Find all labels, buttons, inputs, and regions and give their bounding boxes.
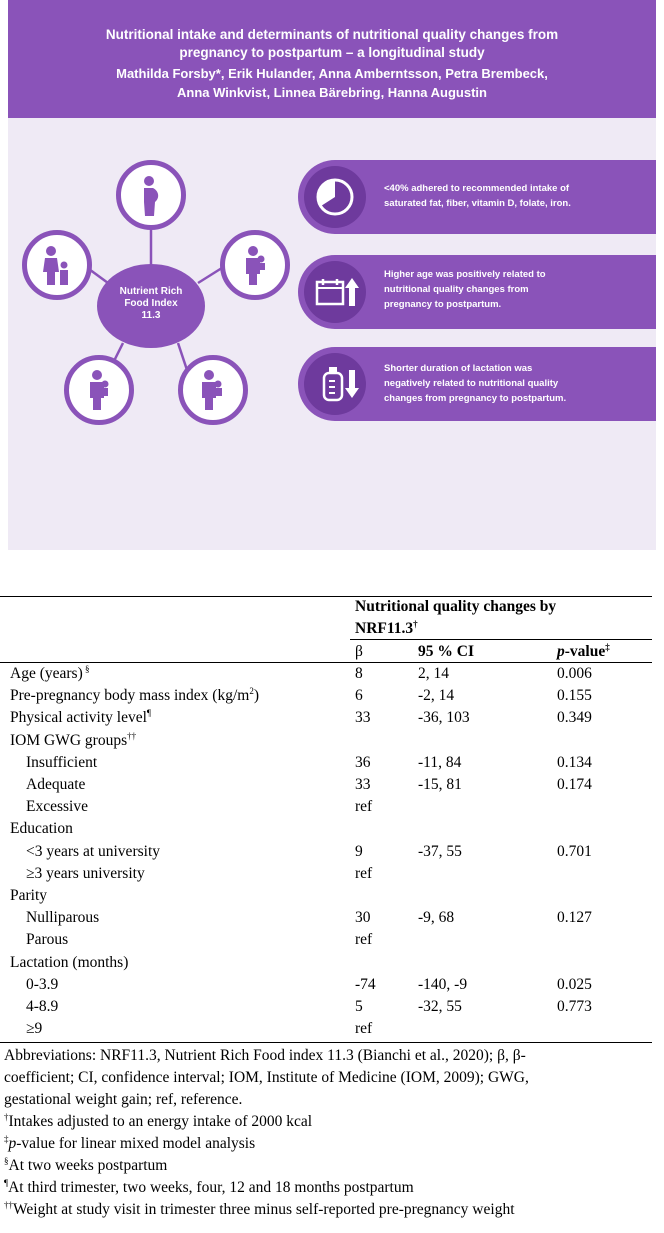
row-ci: -36, 103	[418, 709, 470, 727]
row-label-text: Parous	[26, 931, 69, 949]
col-header-ci: 95 % CI	[418, 643, 474, 660]
row-label	[10, 996, 58, 1018]
col-header-p	[557, 641, 610, 663]
row-ci: -11, 84	[418, 753, 462, 771]
row-beta: 5	[355, 998, 363, 1015]
footnote-section	[4, 1155, 656, 1177]
row-label	[10, 663, 89, 685]
row-beta: 9	[355, 842, 363, 860]
footnote-text: -value for linear mixed model analysis	[16, 1135, 256, 1152]
row-label	[10, 863, 145, 885]
abstract-authors-line2: Anna Winkvist, Linnea Bärebring, Hanna Augustin	[177, 85, 487, 100]
row-p-value: 0.134	[557, 753, 592, 771]
row-label	[10, 1018, 42, 1040]
mother-and-child-icon	[178, 355, 248, 425]
finding-line: negatively related to nutritional quality	[384, 378, 559, 389]
header-group-line1: Nutritional quality changes by	[355, 598, 557, 615]
row-label	[10, 952, 128, 974]
row-label-text: ≥3 years university	[26, 864, 145, 882]
baby-bottle-arrow-down-icon	[304, 353, 366, 415]
row-label	[10, 929, 68, 951]
col-header-beta: β	[355, 643, 363, 660]
row-ci: 2, 14	[418, 665, 449, 682]
row-beta: 30	[355, 909, 371, 927]
abstract-title-line2: pregnancy to postpartum – a longitudinal study	[179, 45, 485, 60]
row-p-value: 0.155	[557, 687, 592, 705]
woman-with-baby-icon	[64, 355, 134, 425]
finding-line: Higher age was positively related to	[384, 269, 546, 280]
woman-holding-baby-icon	[220, 230, 290, 300]
row-label	[10, 841, 160, 863]
abbreviations-line3: gestational weight gain; ref, reference.	[4, 1091, 243, 1108]
row-beta: ref	[355, 931, 373, 949]
footnote-mark: ††	[4, 1199, 13, 1210]
abstract-title-line1: Nutritional intake and determinants of nutritional quality changes from	[105, 27, 559, 42]
row-ci: -15, 81	[418, 776, 462, 793]
header-group-mark: †	[413, 618, 418, 629]
center-label-line2: Food Index	[124, 298, 178, 309]
center-label-line3: 11.3	[141, 310, 161, 321]
row-label-text: Physical activity level	[10, 709, 147, 727]
row-beta: 6	[355, 687, 363, 705]
footnote-text: At third trimester, two weeks, four, 12 and 18 months postpartum	[8, 1179, 414, 1196]
row-label	[10, 818, 73, 840]
row-label	[10, 907, 99, 929]
row-label-text: Age (years)	[10, 665, 83, 682]
footnote-double-dagger	[4, 1199, 656, 1221]
row-beta: 33	[355, 776, 371, 793]
finding-line: changes from pregnancy to postpartum.	[384, 393, 567, 404]
row-ci: -32, 55	[418, 998, 462, 1015]
abbreviations-line1: Abbreviations: NRF11.3, Nutrient Rich Food index 11.3 (Bianchi et al., 2020); β, β-	[4, 1047, 526, 1064]
footnote-mark: §	[4, 1155, 9, 1166]
finding-line: <40% adhered to recommended intake of	[384, 183, 570, 194]
row-ci: -9, 68	[418, 909, 455, 927]
row-label	[10, 730, 136, 752]
p-rest: -value	[564, 643, 606, 660]
center-label-line1: Nutrient Rich	[119, 286, 183, 297]
footnote-italic: p	[8, 1135, 17, 1152]
header-group-rule	[350, 639, 652, 640]
row-label-mark: §	[82, 663, 90, 674]
row-p-value: 0.701	[557, 842, 592, 860]
footnote-mark: ¶	[4, 1177, 9, 1188]
graphical-abstract	[8, 0, 656, 550]
footnote-text: At two weeks postpartum	[8, 1157, 168, 1174]
row-p-value: 0.127	[557, 909, 592, 927]
p-mark: ‡	[605, 641, 610, 652]
pie-chart-icon	[304, 166, 366, 228]
table-footnotes	[4, 1045, 656, 1221]
nrf-center-circle	[97, 264, 205, 348]
row-label	[10, 685, 259, 707]
row-label	[10, 707, 151, 729]
row-label-text: Lactation (months)	[10, 953, 129, 971]
row-label-mark: ††	[127, 730, 137, 741]
row-p-value: 0.006	[557, 665, 592, 682]
row-label-text: Pre-pregnancy body mass index (kg/m	[10, 687, 250, 705]
row-label-text: Education	[10, 820, 73, 838]
row-label-text: Insufficient	[26, 753, 98, 771]
finding-line: saturated fat, fiber, vitamin D, folate, iron.	[384, 198, 571, 209]
row-label-text: <3 years at university	[26, 842, 160, 860]
row-beta: ref	[355, 864, 373, 882]
header-group-line2	[355, 618, 418, 640]
pregnant-woman-icon	[116, 160, 186, 230]
header-group-text: NRF11.3	[355, 620, 414, 637]
row-ci: -2, 14	[418, 687, 455, 705]
row-label-text: 4-8.9	[26, 998, 59, 1015]
calendar-arrow-up-icon	[304, 261, 366, 323]
row-ci: -140, -9	[418, 975, 468, 993]
finding-line: pregnancy to postpartum.	[384, 299, 502, 310]
row-label	[10, 796, 88, 818]
footnote-pilcrow	[4, 1177, 656, 1199]
row-label	[10, 752, 97, 774]
row-beta: ref	[355, 798, 373, 816]
abstract-authors-line1: Mathilda Forsby*, Erik Hulander, Anna Amberntsson, Petra Brembeck,	[116, 66, 548, 81]
footnote-ddagger	[4, 1133, 656, 1155]
row-beta: -74	[355, 975, 376, 993]
footnote-text: Intakes adjusted to an energy intake of 2000 kcal	[8, 1113, 313, 1130]
row-label-text: 0-3.9	[26, 975, 59, 993]
table-bottom-rule	[0, 1042, 652, 1043]
row-label-text: IOM GWG groups	[10, 731, 128, 749]
row-label-tail: )	[253, 687, 260, 705]
abbreviations-line2: coefficient; CI, confidence interval; IOM, Institute of Medicine (IOM, 2009); GWG,	[4, 1069, 529, 1086]
row-label-text: Excessive	[26, 798, 88, 816]
row-label	[10, 774, 85, 796]
woman-with-child-icon	[22, 230, 92, 300]
row-label-sup: 2	[249, 686, 254, 697]
row-beta: 33	[355, 709, 371, 727]
finding-line: nutritional quality changes from	[384, 284, 529, 295]
row-beta: 8	[355, 665, 363, 682]
row-label-text: Parity	[10, 887, 48, 904]
finding-panel-lactation	[298, 347, 656, 421]
abstract-header	[8, 0, 656, 118]
row-label	[10, 885, 47, 907]
row-label-text: Nulliparous	[26, 909, 100, 927]
row-beta: ref	[355, 1020, 373, 1038]
p-italic: p	[557, 643, 565, 660]
footnote-text: Weight at study visit in trimester three minus self-reported pre-pregnancy weight	[13, 1201, 515, 1218]
finding-line: Shorter duration of lactation was	[384, 363, 533, 374]
row-ci: -37, 55	[418, 842, 462, 860]
header-bottom-rule	[0, 662, 652, 663]
footnote-dagger	[4, 1111, 656, 1133]
row-label-text: ≥9	[26, 1020, 43, 1038]
finding-panel-age	[298, 255, 656, 329]
row-p-value: 0.025	[557, 975, 592, 993]
row-p-value: 0.349	[557, 709, 592, 727]
row-label-mark: ¶	[146, 708, 151, 719]
finding-panel-adherence	[298, 160, 656, 234]
row-label	[10, 974, 58, 996]
footnote-mark: †	[4, 1111, 9, 1122]
row-beta: 36	[355, 753, 371, 771]
footnote-mark: ‡	[4, 1133, 9, 1144]
row-p-value: 0.174	[557, 776, 592, 793]
row-p-value: 0.773	[557, 998, 592, 1015]
row-label-text: Adequate	[26, 776, 86, 793]
